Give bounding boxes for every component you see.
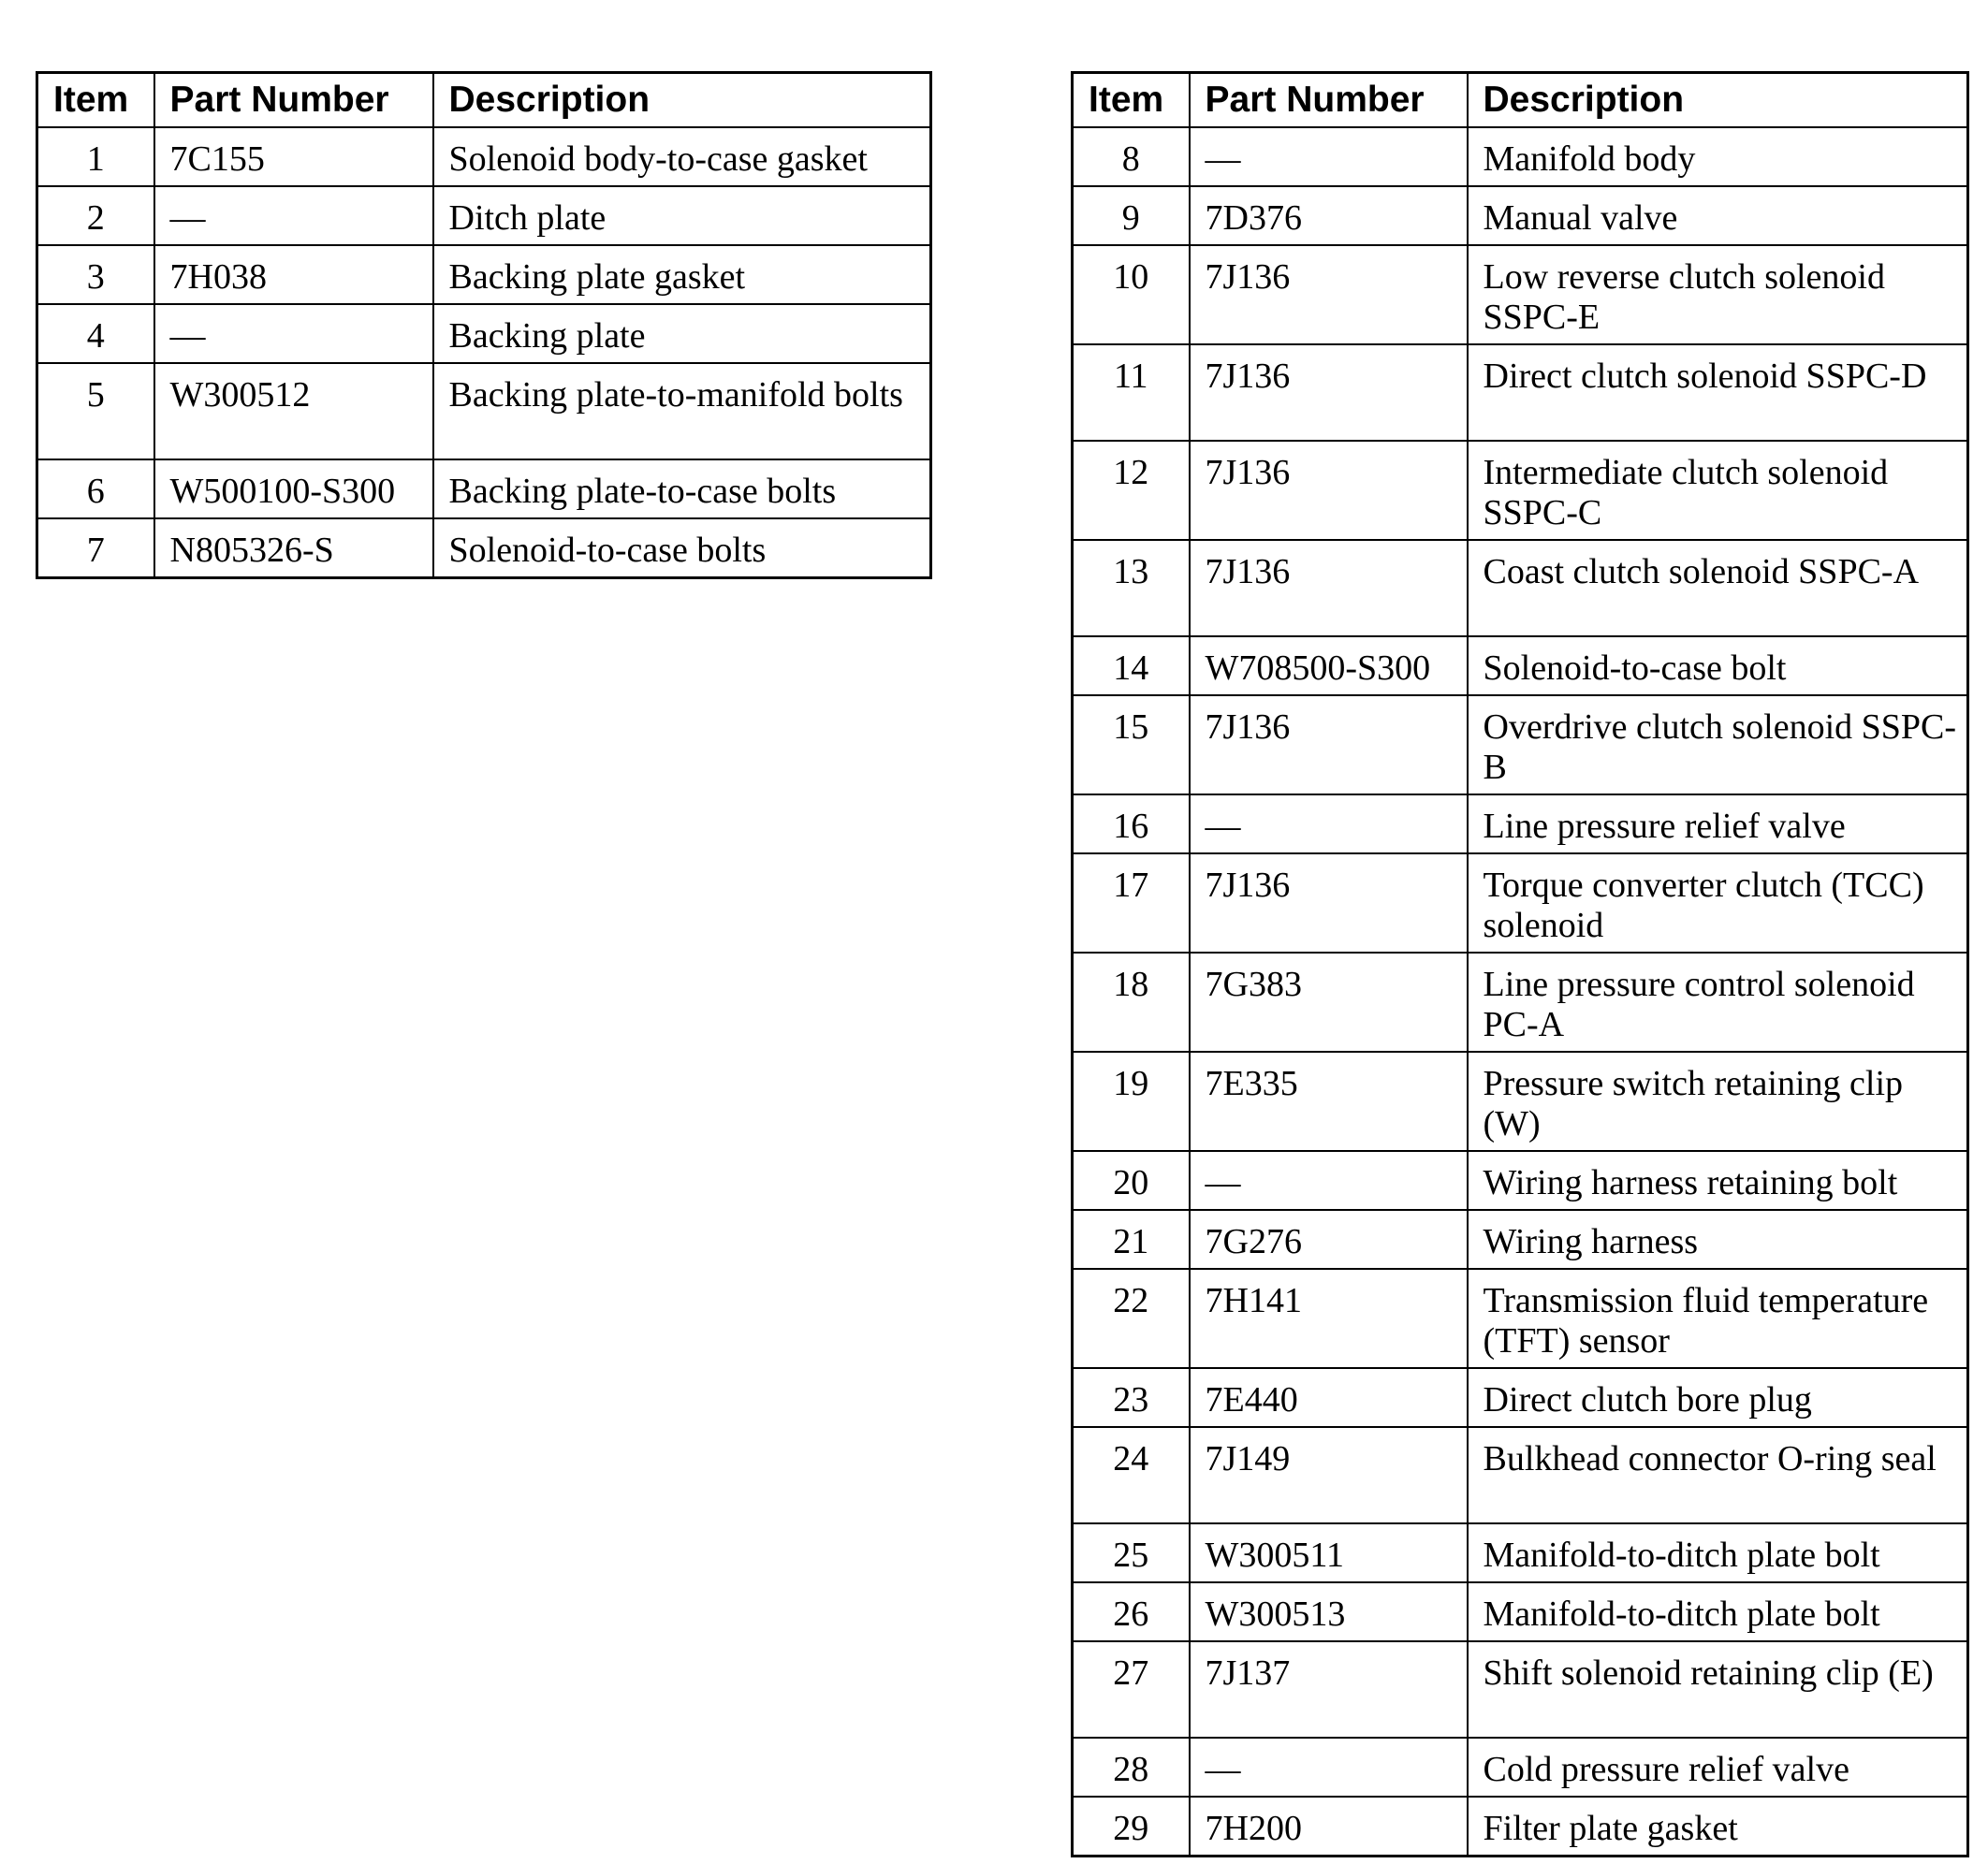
part-number: 7J136 (1190, 441, 1468, 540)
part-description: Filter plate gasket (1468, 1797, 1968, 1857)
part-number: 7E440 (1190, 1368, 1468, 1427)
part-number: — (1190, 1738, 1468, 1797)
part-description: Backing plate gasket (433, 245, 931, 304)
header-part-number: Part Number (1190, 73, 1468, 128)
table-row (1073, 245, 1968, 344)
part-description: Transmission fluid temperature (TFT) sensor (1468, 1269, 1968, 1368)
part-description: Pressure switch retaining clip (W) (1468, 1052, 1968, 1151)
item-number: 24 (1073, 1427, 1190, 1523)
item-number: 4 (37, 304, 154, 363)
table-row (1073, 1151, 1968, 1210)
table-row (1073, 1738, 1968, 1797)
part-description: Shift solenoid retaining clip (E) (1468, 1641, 1968, 1738)
part-number: 7J137 (1190, 1641, 1468, 1738)
item-number: 25 (1073, 1523, 1190, 1582)
part-description: Solenoid-to-case bolts (433, 518, 931, 578)
item-number: 28 (1073, 1738, 1190, 1797)
part-description: Backing plate (433, 304, 931, 363)
part-description: Backing plate-to-case bolts (433, 459, 931, 518)
part-description: Wiring harness (1468, 1210, 1968, 1269)
item-number: 16 (1073, 794, 1190, 853)
parts-table-left (36, 71, 932, 579)
parts-table-right (1071, 71, 1969, 1857)
part-description: Backing plate-to-manifold bolts (433, 363, 931, 459)
part-description: Line pressure relief valve (1468, 794, 1968, 853)
item-number: 13 (1073, 540, 1190, 636)
table-row (37, 186, 931, 245)
part-description: Overdrive clutch solenoid SSPC-B (1468, 695, 1968, 794)
table-row (1073, 794, 1968, 853)
item-number: 18 (1073, 953, 1190, 1052)
part-number: W300511 (1190, 1523, 1468, 1582)
item-number: 8 (1073, 127, 1190, 186)
item-number: 12 (1073, 441, 1190, 540)
table-header-row (1073, 73, 1968, 128)
part-number: 7G276 (1190, 1210, 1468, 1269)
item-number: 20 (1073, 1151, 1190, 1210)
part-description: Ditch plate (433, 186, 931, 245)
item-number: 29 (1073, 1797, 1190, 1857)
table-row (1073, 540, 1968, 636)
item-number: 17 (1073, 853, 1190, 953)
part-description: Line pressure control solenoid PC-A (1468, 953, 1968, 1052)
part-description: Cold pressure relief valve (1468, 1738, 1968, 1797)
part-number: 7J136 (1190, 695, 1468, 794)
part-number: 7D376 (1190, 186, 1468, 245)
header-item: Item (1073, 73, 1190, 128)
part-description: Manual valve (1468, 186, 1968, 245)
part-number: — (1190, 794, 1468, 853)
header-description: Description (433, 73, 931, 128)
table-row (1073, 636, 1968, 695)
table-row (1073, 953, 1968, 1052)
item-number: 1 (37, 127, 154, 186)
table-row (1073, 695, 1968, 794)
table-row (1073, 1641, 1968, 1738)
table-row (1073, 127, 1968, 186)
part-description: Direct clutch solenoid SSPC-D (1468, 344, 1968, 441)
table-row (1073, 1797, 1968, 1857)
part-number: — (1190, 1151, 1468, 1210)
part-number: 7G383 (1190, 953, 1468, 1052)
part-number: — (154, 186, 433, 245)
part-description: Manifold-to-ditch plate bolt (1468, 1582, 1968, 1641)
part-description: Bulkhead connector O-ring seal (1468, 1427, 1968, 1523)
table-row (37, 245, 931, 304)
header-item: Item (37, 73, 154, 128)
header-description: Description (1468, 73, 1968, 128)
table-row (37, 304, 931, 363)
part-description: Direct clutch bore plug (1468, 1368, 1968, 1427)
table-row (1073, 1269, 1968, 1368)
part-number: 7E335 (1190, 1052, 1468, 1151)
item-number: 23 (1073, 1368, 1190, 1427)
part-number: 7J136 (1190, 245, 1468, 344)
table-row (1073, 186, 1968, 245)
part-description: Torque converter clutch (TCC) solenoid (1468, 853, 1968, 953)
header-part-number: Part Number (154, 73, 433, 128)
item-number: 10 (1073, 245, 1190, 344)
table-row (1073, 344, 1968, 441)
part-description: Low reverse clutch solenoid SSPC-E (1468, 245, 1968, 344)
part-number: 7H141 (1190, 1269, 1468, 1368)
table-row (1073, 1523, 1968, 1582)
table-header-row (37, 73, 931, 128)
part-description: Solenoid-to-case bolt (1468, 636, 1968, 695)
part-description: Intermediate clutch solenoid SSPC-C (1468, 441, 1968, 540)
item-number: 14 (1073, 636, 1190, 695)
item-number: 26 (1073, 1582, 1190, 1641)
item-number: 22 (1073, 1269, 1190, 1368)
item-number: 2 (37, 186, 154, 245)
table-row (37, 459, 931, 518)
part-description: Wiring harness retaining bolt (1468, 1151, 1968, 1210)
part-number: — (154, 304, 433, 363)
item-number: 9 (1073, 186, 1190, 245)
table-row (1073, 1368, 1968, 1427)
table-row (37, 127, 931, 186)
item-number: 15 (1073, 695, 1190, 794)
table-row (1073, 1582, 1968, 1641)
table-row (1073, 853, 1968, 953)
part-number: 7J136 (1190, 853, 1468, 953)
item-number: 3 (37, 245, 154, 304)
part-number: — (1190, 127, 1468, 186)
part-number: N805326-S (154, 518, 433, 578)
item-number: 5 (37, 363, 154, 459)
part-number: 7H200 (1190, 1797, 1468, 1857)
table-row (1073, 1427, 1968, 1523)
part-number: 7H038 (154, 245, 433, 304)
part-description: Coast clutch solenoid SSPC-A (1468, 540, 1968, 636)
table-row (37, 518, 931, 578)
part-number: W708500-S300 (1190, 636, 1468, 695)
item-number: 27 (1073, 1641, 1190, 1738)
item-number: 11 (1073, 344, 1190, 441)
part-description: Manifold-to-ditch plate bolt (1468, 1523, 1968, 1582)
part-number: 7J136 (1190, 344, 1468, 441)
item-number: 7 (37, 518, 154, 578)
table-row (1073, 1052, 1968, 1151)
table-row (1073, 1210, 1968, 1269)
part-number: 7J136 (1190, 540, 1468, 636)
part-description: Manifold body (1468, 127, 1968, 186)
item-number: 19 (1073, 1052, 1190, 1151)
part-number: W300512 (154, 363, 433, 459)
item-number: 6 (37, 459, 154, 518)
part-number: W500100-S300 (154, 459, 433, 518)
item-number: 21 (1073, 1210, 1190, 1269)
table-row (37, 363, 931, 459)
part-description: Solenoid body-to-case gasket (433, 127, 931, 186)
part-number: W300513 (1190, 1582, 1468, 1641)
part-number: 7J149 (1190, 1427, 1468, 1523)
table-row (1073, 441, 1968, 540)
part-number: 7C155 (154, 127, 433, 186)
